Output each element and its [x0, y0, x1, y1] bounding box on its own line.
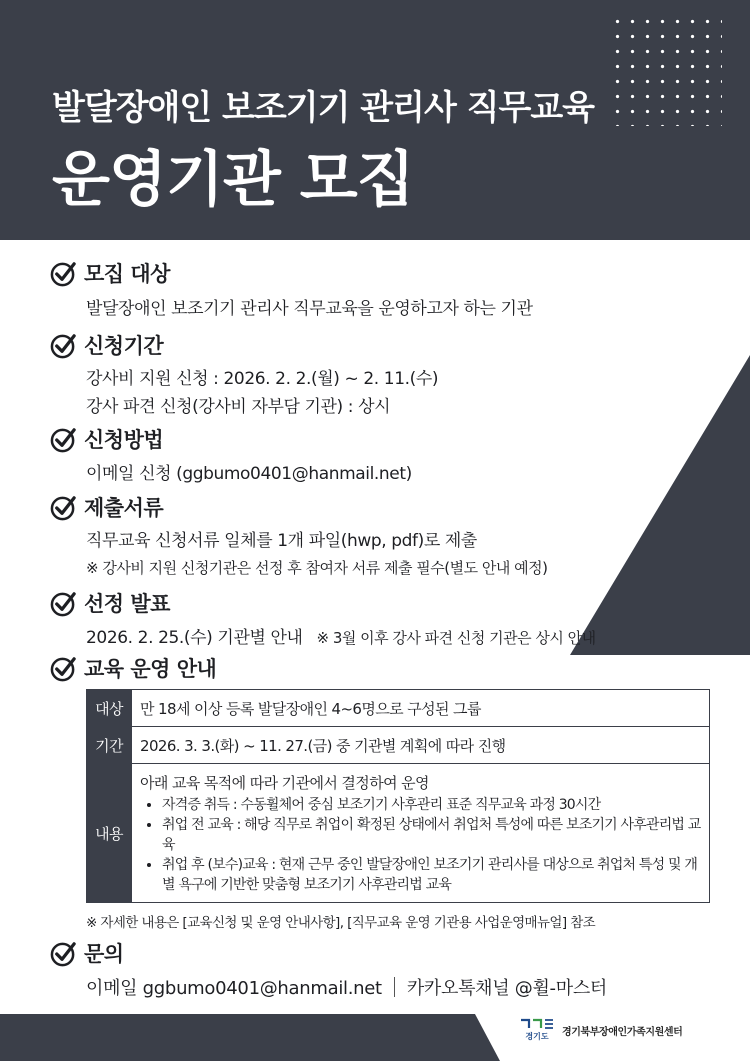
- section-target-title: [50, 258, 170, 288]
- section-contact-title: [50, 938, 124, 968]
- content-bullet-list: [140, 795, 701, 895]
- check-circle-icon: [50, 590, 77, 617]
- section-period-title-text: 신청기간: [84, 334, 164, 358]
- section-documents-title-text: 제출서류: [84, 496, 164, 520]
- check-circle-icon: [50, 260, 77, 287]
- section-contact-title-text: 문의: [84, 942, 124, 966]
- section-education-title-text: 교육 운영 안내: [84, 657, 217, 681]
- contact-line: [86, 974, 607, 1000]
- check-circle-icon: [50, 655, 77, 682]
- logo-text: 경기도: [525, 1032, 549, 1041]
- organization-name: 경기북부장애인가족지원센터: [562, 1026, 683, 1038]
- list-item: • 자격증 취득 : 수동휠체어 중심 보조기기 사후관리 표준 직무교육 과정 30시간: [162, 795, 701, 815]
- section-period-line-2: 강사 파견 신청(강사비 자부담 기관) : 상시: [86, 397, 391, 417]
- table-row: [87, 690, 710, 727]
- education-footnote: ※ 자세한 내용은 [교육신청 및 운영 안내사항], [직무교육 운영 기관용 사업운영매뉴얼] 참조: [86, 915, 596, 931]
- table-value-target: 만 18세 이상 등록 발달장애인 4~6명으로 구성된 그룹: [132, 690, 710, 727]
- table-label-content: 내용: [87, 764, 132, 903]
- education-info-table: [86, 689, 710, 903]
- check-circle-icon: [50, 940, 77, 967]
- table-label-period: 기간: [87, 727, 132, 764]
- section-announcement-title: [50, 588, 170, 618]
- section-announcement-title-text: 선정 발표: [84, 592, 170, 616]
- announcement-date: 2026. 2. 25.(수) 기관별 안내: [86, 628, 303, 648]
- section-documents-title: [50, 492, 163, 522]
- section-documents-line-1: 직무교육 신청서류 일체를 1개 파일(hwp, pdf)로 제출: [86, 531, 477, 551]
- check-circle-icon: [50, 494, 77, 521]
- organization-logo: [520, 1018, 682, 1042]
- check-circle-icon: [50, 426, 77, 453]
- footer-bar-decoration: [0, 1014, 500, 1061]
- table-row: [87, 727, 710, 764]
- check-circle-icon: [50, 332, 77, 359]
- contact-divider: [394, 977, 395, 997]
- dot-pattern-decoration: [610, 14, 722, 126]
- gyeonggi-logo: [520, 1018, 554, 1042]
- list-item: • 취업 후 (보수)교육 : 현재 근무 중인 발달장애인 보조기기 관리사를 대상으로 취업처 특성 및 개별 욕구에 기반한 맞춤형 보조기기 사후관리법 교육: [162, 855, 701, 895]
- table-label-target: 대상: [87, 690, 132, 727]
- page-title-line1: 발달장애인 보조기기 관리사 직무교육: [52, 88, 595, 128]
- section-target-line-1: 발달장애인 보조기기 관리사 직무교육을 운영하고자 하는 기관: [86, 299, 533, 319]
- section-education-title: [50, 653, 216, 683]
- section-method-title-text: 신청방법: [84, 428, 164, 452]
- table-value-period: 2026. 3. 3.(화) ~ 11. 27.(금) 중 기관별 계획에 따라 진행: [132, 727, 710, 764]
- triangle-decoration: [570, 355, 750, 655]
- table-row: [87, 764, 710, 903]
- section-target-title-text: 모집 대상: [84, 262, 170, 286]
- section-period-line-1: 강사비 지원 신청 : 2026. 2. 2.(월) ~ 2. 11.(수): [86, 369, 439, 389]
- list-item: • 취업 전 교육 : 해당 직무로 취업이 확정된 상태에서 취업처 특성에 따른 보조기기 사후관리법 교육: [162, 815, 701, 855]
- section-announcement-line: [86, 623, 596, 648]
- section-method-title: [50, 424, 163, 454]
- announcement-note: ※ 3월 이후 강사 파견 신청 기관은 상시 안내: [316, 629, 596, 647]
- contact-email[interactable]: 이메일 ggbumo0401@hanmail.net: [86, 978, 382, 999]
- header-banner: [0, 0, 750, 240]
- section-method-line-1: 이메일 신청 (ggbumo0401@hanmail.net): [86, 464, 412, 484]
- gyeonggi-logo-icon: [520, 1018, 554, 1030]
- content-intro: 아래 교육 목적에 따라 기관에서 결정하여 운영: [140, 773, 429, 792]
- contact-kakao[interactable]: 카카오톡채널 @휠-마스터: [406, 978, 608, 999]
- table-value-content: [132, 764, 710, 903]
- section-documents-note: ※ 강사비 지원 신청기관은 선정 후 참여자 서류 제출 필수(별도 안내 예정): [86, 559, 548, 577]
- page-title-line2: 운영기관 모집: [52, 145, 414, 215]
- section-period-title: [50, 330, 163, 360]
